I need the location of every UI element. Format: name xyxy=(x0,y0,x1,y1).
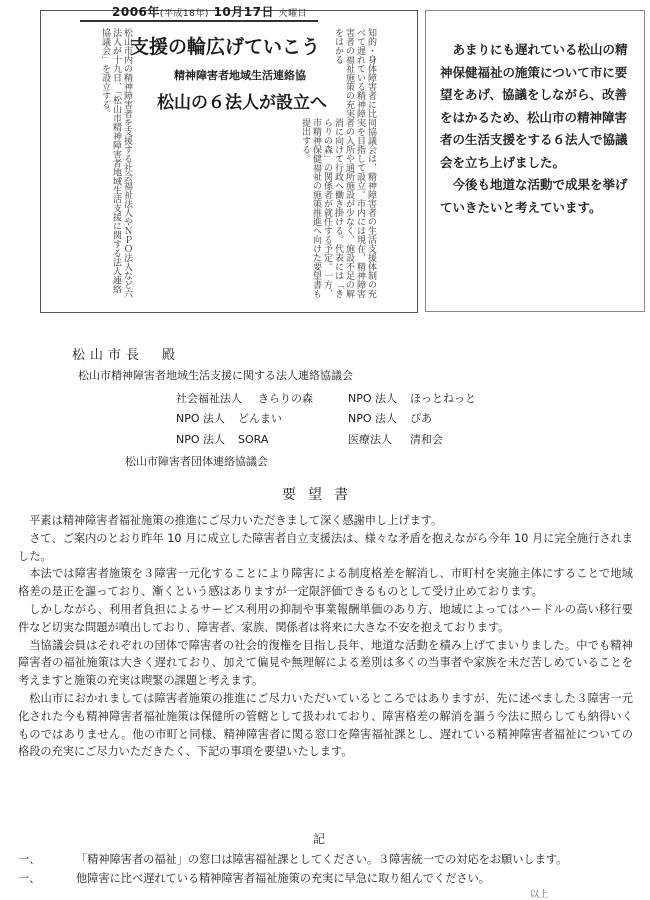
member-org-type: NPO 法人 xyxy=(176,433,226,446)
member-org-type: 社会福祉法人 xyxy=(176,392,242,405)
member-org-name: どんまい xyxy=(238,412,282,425)
clipping-date-day: 10月17日 xyxy=(213,5,274,19)
body-paragraph: しかしながら、利用者負担によるサービス利用の抑制や事業報酬単価のあり方、地域によってはハードルの高い移行要件など切実な問題が噴出しており、障害者、家族、関係者は将来に大きな不安を抱えております。 xyxy=(18,602,633,634)
member-org-type: 医療法人 xyxy=(348,433,392,446)
body-paragraph: 松山市におかれましては障害者施策の推進にご尽力いただいているところではありますが、先に述べました３障害一元化された今も精神障害者福祉施策は保健所の管轄として扱われており、障害格差の解消を謳う今法に照らしても納得いくものではありません。他の市町と同様、精神障害者に関る窓口を障害福祉課とし、遅れている精神障害者福祉についての格段の充実にご尽力いただきたく、下記の事項を要望いたします。 xyxy=(18,691,633,759)
member-org-name: ぴあ xyxy=(410,412,432,425)
member-org xyxy=(348,390,476,406)
clipping-headline: 支援の輪広げていこう xyxy=(130,36,321,58)
clipping-date-year: 2006年 xyxy=(112,5,160,19)
clipping-date-rule xyxy=(80,20,318,22)
body-paragraph: さて、ご案内のとおり昨年 10 月に成立した障害者自立支援法は、様々な矛盾を抱えながら今年 10 月に完全施行されました。 xyxy=(18,531,633,563)
member-org-type: NPO 法人 xyxy=(176,412,226,425)
comment-box xyxy=(425,10,645,312)
member-org-name: 清和会 xyxy=(410,433,443,446)
request-number: 一、 xyxy=(18,853,41,866)
document-title: 要望書 xyxy=(282,487,360,503)
member-org xyxy=(348,431,443,447)
clipping-date-era: (平成18年) xyxy=(159,9,209,19)
closing-mark: 以上 xyxy=(530,890,549,900)
clipping-column-right: 知的・身体障害者に比べて遅れている精神障害者の福祉施策の充実をはかる xyxy=(333,28,376,118)
body-paragraph: 平素は精神障害者福祉施策の推進にご尽力いただきまして深く感謝申し上げます。 xyxy=(29,514,443,527)
request-item xyxy=(18,870,490,886)
member-org xyxy=(348,410,432,426)
request-text: 他障害に比べ遅れている精神障害者福祉施策の充実に早急に取り組んでください。 xyxy=(76,872,490,885)
member-org-type: NPO 法人 xyxy=(348,412,398,425)
ki-heading: 記 xyxy=(313,832,326,846)
member-org xyxy=(176,410,282,426)
association-name: 松山市精神障害者地域生活支援に関する法人連絡協議会 xyxy=(78,369,353,382)
addressee-mayor: 松山市長 殿 xyxy=(72,348,181,363)
body-paragraph: 当協議会員はそれぞれの団体で障害者の社会的復権を目指し長年、地道な活動を積み上げてまいりました。中でも精神障害者の福祉施策は大きく遅れており、加えて偏見や無理解による差別は多くの当事者や家族を未だ苦しめていることを考えますと施策の充実は喫緊の課題と考えます。 xyxy=(18,638,633,688)
member-org-name: ほっとねっと xyxy=(410,392,476,405)
member-org-type: NPO 法人 xyxy=(348,392,398,405)
request-item xyxy=(18,851,567,867)
document-body xyxy=(18,512,633,761)
comment-paragraph-2: 今後も地道な活動で成果を挙げていきたいと考えています。 xyxy=(440,177,628,215)
clipping-date-weekday: 火曜日 xyxy=(278,9,308,19)
member-org-name: きらりの森 xyxy=(258,392,313,405)
request-number: 一、 xyxy=(18,872,41,885)
clipping-headline-2: 松山の６法人が設立へ xyxy=(157,93,327,113)
clipping-date xyxy=(112,3,307,20)
member-org-name: SORA xyxy=(238,433,269,446)
clipping-column-body: 同協議会は、精神障害者の生活支援体制の充実を目指して設立。市内には現在、精神障害者の入所や通所施設が少なく、施設不足の解消に向けて行政へ働き掛ける。代表には「きらりの森」の関係者が就任する予定。一方、市精神保健福祉の施策推進へ向けた要望書も提出する。 xyxy=(300,118,376,298)
comment-paragraph-1: あまりにも遅れている松山の精神保健福祉の施策について市に要望をあげ、協議をしながら、改善をはかるため、松山市の精神障害者の生活支援をする６法人で協議会を立ち上げました。 xyxy=(440,42,628,170)
member-org xyxy=(176,431,268,447)
member-org xyxy=(176,390,313,406)
request-text: 「精神障害者の福祉」の窓口は障害福祉課としてください。３障害統一での対応をお願いします。 xyxy=(76,853,568,866)
clipping-subheadline: 精神障害者地域生活連絡協 xyxy=(174,69,306,82)
body-paragraph: 本法では障害者施策を３障害一元化することにより障害による制度格差を解消し、市町村を実施主体にすることで地域格差の是正を謳っており、漸くという感はありますが一定限評価できるものとして受け止めております。 xyxy=(18,567,633,599)
association-name-2: 松山市障害者団体連絡協議会 xyxy=(125,455,268,468)
clipping-column-left: 松山市内の精神障害者を支援する社会福祉法人やＮＰＯ法人など六法人が十九日、「松山市精神障害者地域生活支援に関する法人連絡協議会」を設立する。 xyxy=(100,28,132,298)
